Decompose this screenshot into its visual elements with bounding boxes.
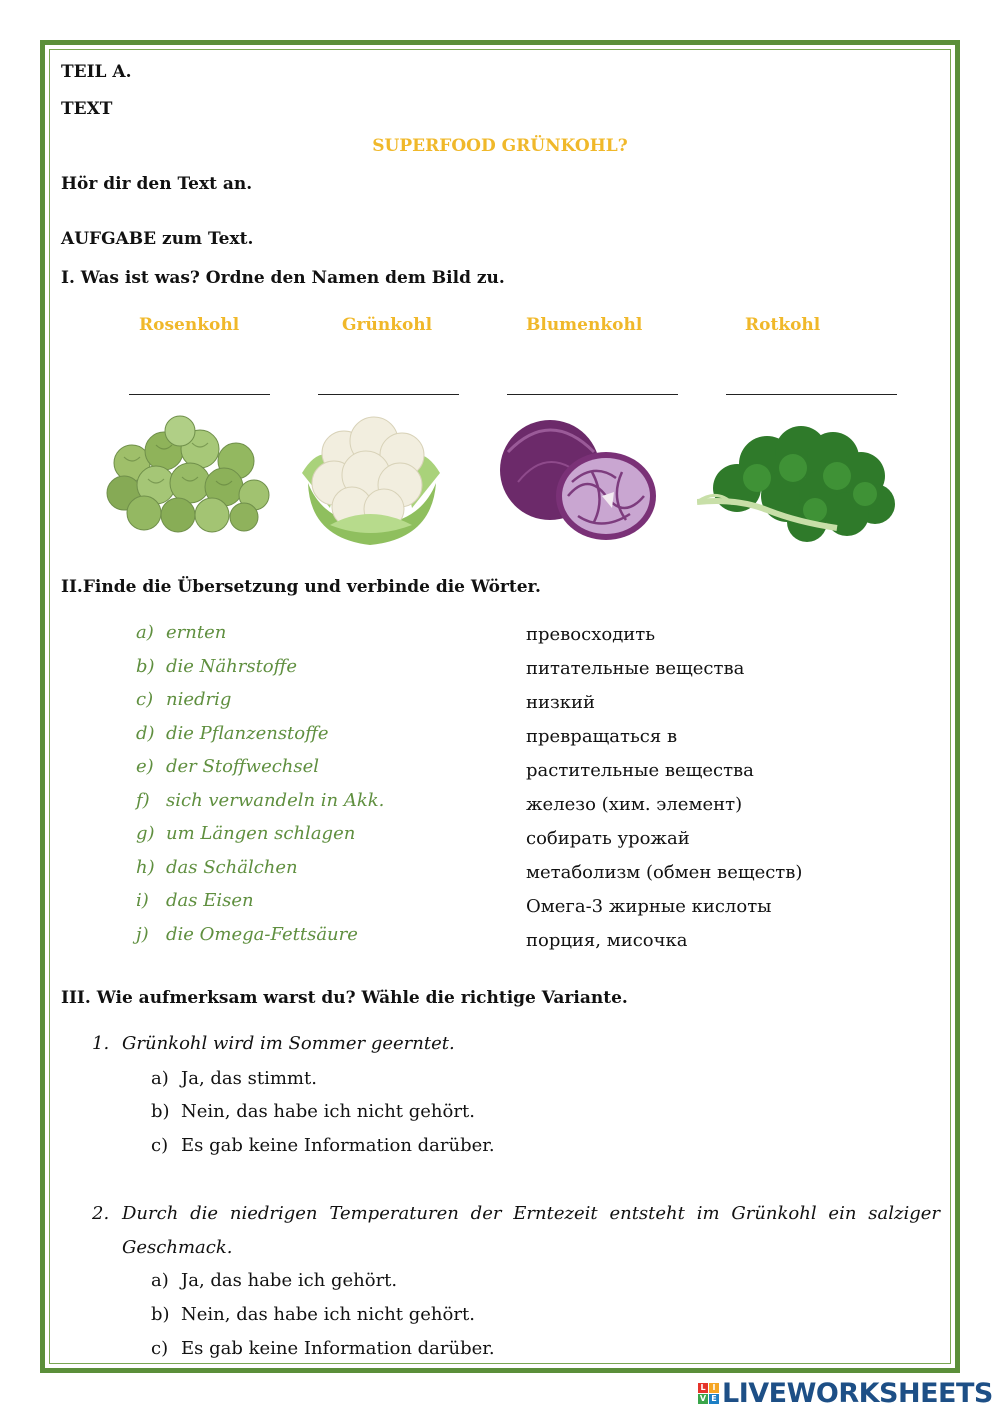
option-text[interactable]: Ja, das stimmt. (181, 1068, 317, 1089)
red-cabbage-image (498, 412, 660, 544)
answer-blank-3[interactable] (507, 394, 678, 395)
german-item-word[interactable]: der Stoffwechsel (166, 756, 320, 777)
german-item-letter: c) (136, 689, 154, 710)
option-text[interactable]: Nein, das habe ich nicht gehört. (181, 1101, 475, 1122)
german-item-letter: b) (136, 656, 155, 677)
option-text[interactable]: Es gab keine Information darüber. (181, 1135, 495, 1156)
russian-item[interactable]: превосходить (526, 624, 656, 645)
german-item-word[interactable]: das Schälchen (166, 857, 298, 878)
russian-item[interactable]: собирать урожай (526, 828, 690, 849)
german-item-letter: a) (136, 622, 154, 643)
german-item-word[interactable]: die Pflanzenstoffe (166, 723, 329, 744)
german-item-word[interactable]: sich verwandeln in Akk. (166, 790, 385, 811)
option-text[interactable]: Nein, das habe ich nicht gehört. (181, 1304, 475, 1325)
answer-blank-4[interactable] (726, 394, 897, 395)
option-letter: c) (151, 1338, 169, 1359)
russian-item[interactable]: метаболизм (обмен веществ) (526, 862, 803, 883)
option-letter: b) (151, 1101, 170, 1122)
option-text[interactable]: Ja, das habe ich gehört. (181, 1270, 398, 1291)
kale-image (697, 418, 897, 545)
option-letter: a) (151, 1068, 169, 1089)
question-text: Grünkohl wird im Sommer geerntet. (122, 1033, 455, 1054)
logo-letter: V (699, 1393, 707, 1403)
listen-instruction: Hör dir den Text an. (61, 174, 253, 194)
russian-item[interactable]: низкий (526, 692, 596, 713)
logo-icon (698, 1383, 719, 1404)
cauliflower-image (300, 413, 442, 548)
russian-item[interactable]: железо (хим. элемент) (526, 794, 743, 815)
logo-letter: E (709, 1394, 719, 1404)
german-item-letter: j) (136, 924, 149, 945)
sprout (107, 416, 269, 532)
german-item-word[interactable]: die Nährstoffe (166, 656, 298, 677)
german-item-word[interactable]: die Omega-Fettsäure (166, 924, 358, 945)
logo-letter: I (709, 1383, 719, 1393)
german-item-letter: e) (136, 756, 154, 777)
russian-item[interactable]: превращаться в (526, 726, 678, 747)
german-item-word[interactable]: um Längen schlagen (166, 823, 356, 844)
option-text[interactable]: Es gab keine Information darüber. (181, 1338, 495, 1359)
german-item-word[interactable]: ernten (166, 622, 227, 643)
name-label: Blumenkohl (526, 315, 643, 335)
german-item-word[interactable]: niedrig (166, 689, 232, 710)
name-label: Rotkohl (745, 315, 821, 335)
russian-item[interactable]: растительные вещества (526, 760, 754, 781)
question-text: Durch die niedrigen Temperaturen der Erntezeit entsteht im Grünkohl ein salziger (122, 1203, 940, 1224)
german-item-letter: i) (136, 890, 149, 911)
answer-blank-2[interactable] (318, 394, 459, 395)
answer-blank-1[interactable] (129, 394, 270, 395)
brand-name: LIVEWORKSHEETS (722, 1377, 993, 1409)
section1-heading: I. Was ist was? Ordne den Namen dem Bild zu. (61, 268, 505, 288)
name-label: Rosenkohl (139, 315, 240, 335)
german-item-letter: g) (136, 823, 155, 844)
logo-letter: L (698, 1383, 708, 1393)
german-item-letter: f) (136, 790, 150, 811)
page-title: SUPERFOOD GRÜNKOHL? (372, 136, 628, 156)
russian-item[interactable]: порция, мисочка (526, 930, 688, 951)
section2-heading: II.Finde die Übersetzung und verbinde die Wörter. (61, 577, 541, 597)
russian-item[interactable]: питательные вещества (526, 658, 745, 679)
brussels-sprouts-image (104, 413, 272, 533)
option-letter: a) (151, 1270, 169, 1291)
russian-item[interactable]: Омега-3 жирные кислоты (526, 896, 772, 917)
option-letter: b) (151, 1304, 170, 1325)
part-label: TEIL A. (61, 62, 132, 82)
task-heading: AUFGABE zum Text. (61, 229, 254, 249)
option-letter: c) (151, 1135, 169, 1156)
german-item-letter: d) (136, 723, 155, 744)
name-label: Grünkohl (342, 315, 433, 335)
section3-heading: III. Wie aufmerksam warst du? Wähle die richtige Variante. (61, 988, 628, 1008)
text-label: TEXT (61, 99, 113, 119)
german-item-word[interactable]: das Eisen (166, 890, 254, 911)
question-text-continued: Geschmack. (122, 1237, 233, 1258)
liveworksheets-logo[interactable] (698, 1378, 993, 1408)
german-item-letter: h) (136, 857, 155, 878)
question-number: 1. (92, 1033, 110, 1054)
question-number: 2. (92, 1203, 110, 1224)
